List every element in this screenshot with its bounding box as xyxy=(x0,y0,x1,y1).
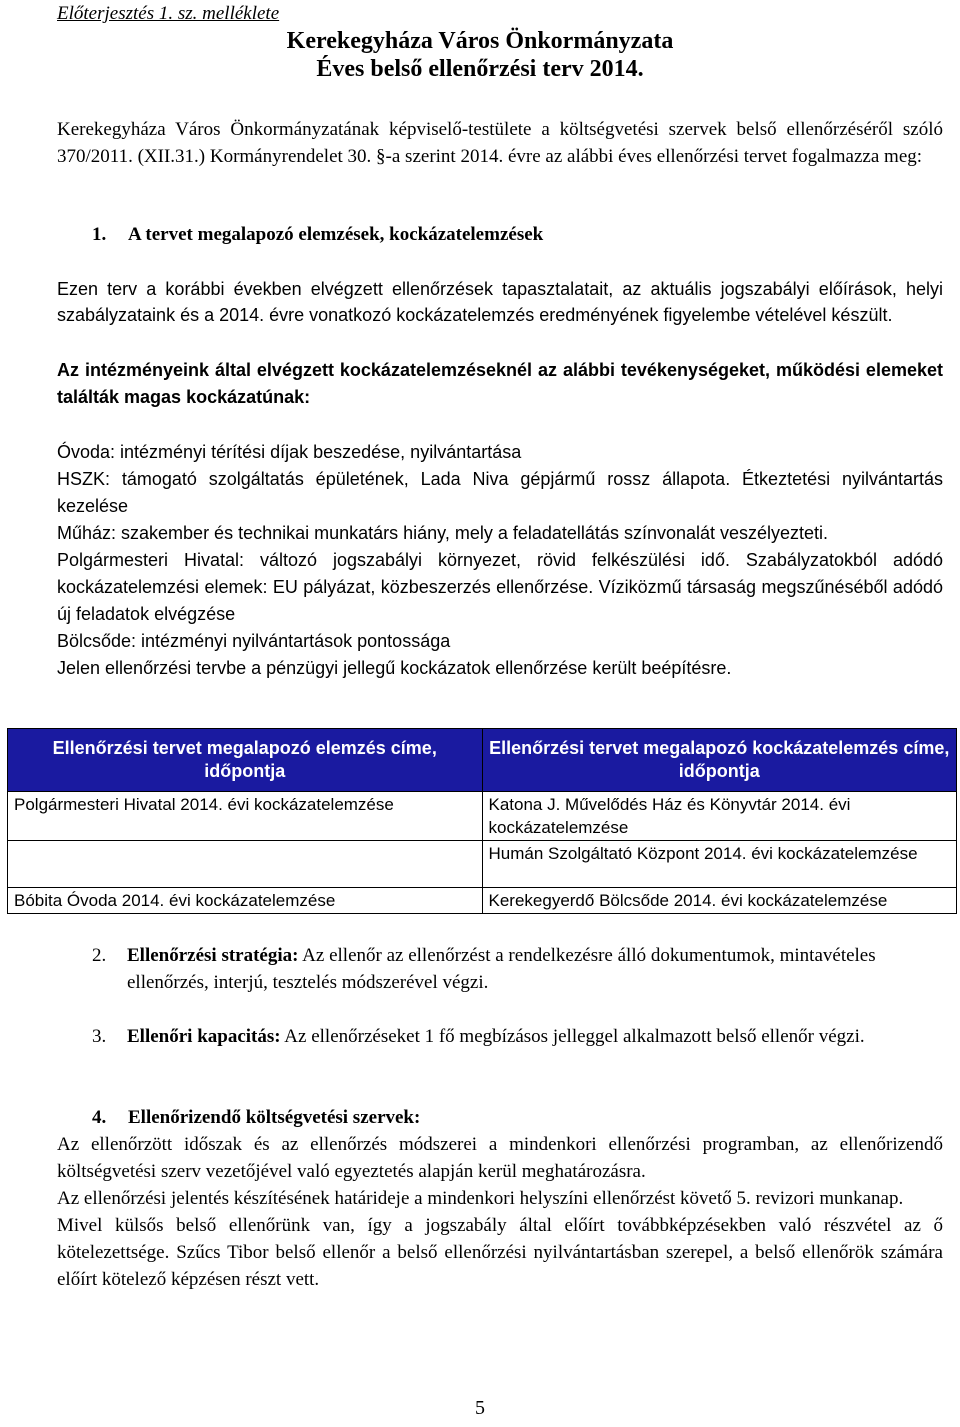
risk-item: HSZK: támogató szolgáltatás épületének, Lada Niva gépjármű rossz állapota. Étkeztetési nyilvántartás kezelése xyxy=(57,469,943,516)
page-number: 5 xyxy=(475,1397,485,1419)
section1-para2: Az intézményeink által elvégzett kockázatelemzéseknél az alábbi tevékenységeket, működési elemeket találták magas kockázatúnak: xyxy=(57,360,943,407)
section2-strategy: 2. Ellenőrzési stratégia: Az ellenőr az ellenőrzést a rendelkezésre álló dokumentumok, mintavételes ellenőrzés, interjú, tesztelés módszerével végzi. xyxy=(92,945,876,993)
table-header-risk-analysis: Ellenőrzési tervet megalapozó kockázatelemzés címe, időpontja xyxy=(482,729,957,792)
table-cell: Kerekegyerdő Bölcsőde 2014. évi kockázatelemzése xyxy=(482,888,957,914)
section4-heading: 4. Ellenőrizendő költségvetési szervek: xyxy=(92,1107,421,1128)
section4-body xyxy=(57,1131,943,1293)
org-title: Kerekegyháza Város Önkormányzata xyxy=(286,28,674,54)
risk-item: Óvoda: intézményi térítési díjak beszedése, nyilvántartása xyxy=(57,442,522,462)
table-row xyxy=(8,792,957,841)
risk-item: Polgármesteri Hivatal: változó jogszabályi környezet, rövid felkészülési idő. Szabályzatokból adódó kockázatelemzési elemek: EU pályázat, közbeszerzés ellenőrzése. Víziközmű társaság megszűnéséből adódó új feladatok elvégzése xyxy=(57,550,943,624)
section3-capacity: 3. Ellenőri kapacitás: Az ellenőrzéseket 1 fő megbízásos jelleggel alkalmazott belső ellenőr végzi. xyxy=(92,1026,865,1047)
table-header-analysis: Ellenőrzési tervet megalapozó elemzés címe, időpontja xyxy=(8,729,483,792)
risk-item: Bölcsőde: intézményi nyilvántartások pontossága xyxy=(57,631,451,651)
table-row xyxy=(8,841,957,888)
risk-item: Műház: szakember és technikai munkatárs hiány, mely a feladatellátás színvonalát veszélyezteti. xyxy=(57,523,829,543)
table-cell: Bóbita Óvoda 2014. évi kockázatelemzése xyxy=(8,888,483,914)
section4-para1: Az ellenőrzött időszak és az ellenőrzés módszerei a mindenkori ellenőrzési programban, az ellenőrizendő költségvetési szerv vezetőjével való egyeztetés alapján kerül meghatározásra. xyxy=(57,1134,943,1182)
table-row xyxy=(8,888,957,914)
section1-para1: Ezen terv a korábbi években elvégzett ellenőrzések tapasztalatait, az aktuális jogszabályi előírások, helyi szabályzataink és a 2014. évre vonatkozó kockázatelemzés eredményének figyelembe vételével készült. xyxy=(57,279,943,325)
risk-list xyxy=(57,439,943,682)
table-cell: Katona J. Művelődés Ház és Könyvtár 2014. évi kockázatelemzése xyxy=(482,792,957,841)
table-cell: Humán Szolgáltató Központ 2014. évi kockázatelemzése xyxy=(482,841,957,888)
table-cell xyxy=(8,841,483,888)
section4-para3: Mivel külsős belső ellenőrünk van, így a jogszabály által előírt továbbképzésekben való részvétel az ő kötelezettsége. Szűcs Tibor belső ellenőr a belső ellenőrzési nyilvántartásban szerepel, a belső ellenőrök számára előírt kötelező képzésen részt vett. xyxy=(57,1215,943,1290)
annex-label: Előterjesztés 1. sz. melléklete xyxy=(57,3,280,24)
section4-para2: Az ellenőrzési jelentés készítésének határideje a mindenkori helyszíni ellenőrzést követő 5. revizori munkanap. xyxy=(57,1188,904,1209)
risk-analysis-table xyxy=(7,728,957,914)
plan-title: Éves belső ellenőrzési terv 2014. xyxy=(316,56,644,82)
table-cell: Polgármesteri Hivatal 2014. évi kockázatelemzése xyxy=(8,792,483,841)
section1-heading: 1. A tervet megalapozó elemzések, kockázatelemzések xyxy=(92,224,544,245)
risk-item: Jelen ellenőrzési tervbe a pénzügyi jellegű kockázatok ellenőrzése került beépítésre. xyxy=(57,658,732,678)
intro-paragraph: Kerekegyháza Város Önkormányzatának képviselő-testülete a költségvetési szervek belső ellenőrzéséről szóló 370/2011. (XII.31.) Kormányrendelet 30. §-a szerint 2014. évre az alábbi éves ellenőrzési tervet fogalmazza meg: xyxy=(57,119,943,167)
